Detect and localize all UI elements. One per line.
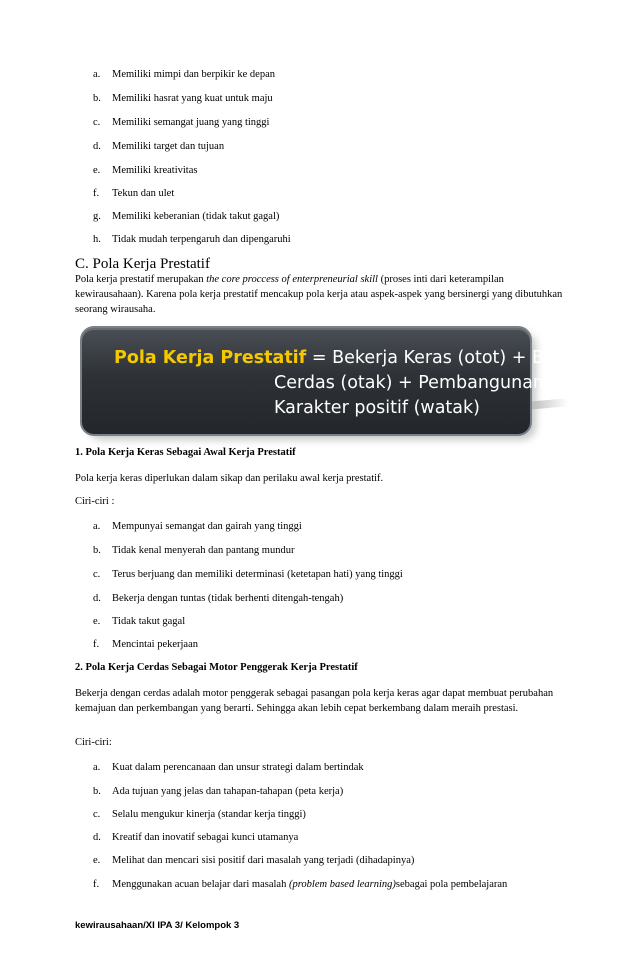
list-letter: b. <box>93 786 101 797</box>
intro-italic-term: the core proccess of enterpreneurial skill <box>206 274 378 285</box>
list-text: Bekerja dengan tuntas (tidak berhenti ditengah-tengah) <box>112 593 344 604</box>
subsection-1-desc: Pola kerja keras diperlukan dalam sikap dan perilaku awal kerja prestatif. <box>75 473 384 484</box>
banner-line-2: Cerdas (otak) + Pembangunan <box>274 373 545 393</box>
banner-line-3: Karakter positif (watak) <box>274 398 480 418</box>
list-text: Ada tujuan yang jelas dan tahapan-tahapan (peta kerja) <box>112 786 344 797</box>
banner-line-1 <box>114 347 598 369</box>
subsection-1-heading: 1. Pola Kerja Keras Sebagai Awal Kerja Prestatif <box>75 447 296 458</box>
list-text <box>112 878 507 891</box>
page-footer: kewirausahaan/XI IPA 3/ Kelompok 3 <box>75 920 240 931</box>
ciri-label: Ciri-ciri : <box>75 496 115 507</box>
list-text: Memiliki hasrat yang kuat untuk maju <box>112 93 273 104</box>
list-text: Tidak kenal menyerah dan pantang mundur <box>112 545 295 556</box>
list-text-part: sebagai pola pembelajaran <box>395 879 508 890</box>
list-letter: a. <box>93 762 101 773</box>
section-intro <box>75 272 565 317</box>
list-letter: g. <box>93 211 101 222</box>
list-letter: f. <box>93 639 100 650</box>
list-letter: d. <box>93 593 101 604</box>
list-letter: a. <box>93 69 101 80</box>
subsection-2-heading: 2. Pola Kerja Cerdas Sebagai Motor Penggerak Kerja Prestatif <box>75 662 358 673</box>
list-text: Mempunyai semangat dan gairah yang tinggi <box>112 521 302 532</box>
list-text-part: Menggunakan acuan belajar dari masalah <box>112 879 289 890</box>
list-text: Memiliki keberanian (tidak takut gagal) <box>112 211 280 222</box>
list-text: Mencintai pekerjaan <box>112 639 198 650</box>
list-text: Memiliki target dan tujuan <box>112 141 225 152</box>
list-text: Memiliki mimpi dan berpikir ke depan <box>112 69 276 80</box>
banner-line-1-text: = Bekerja Keras (otot) + Bekerja <box>306 348 598 368</box>
list-text: Tekun dan ulet <box>112 188 175 199</box>
list-text-italic: (problem based learning) <box>288 879 396 890</box>
list-letter: b. <box>93 93 101 104</box>
list-text: Kuat dalam perencanaan dan unsur strategi dalam bertindak <box>112 762 364 773</box>
list-letter: c. <box>93 569 101 580</box>
section-heading: C. Pola Kerja Prestatif <box>75 256 210 272</box>
list-letter: e. <box>93 855 101 866</box>
list-letter: d. <box>93 832 101 843</box>
list-text: Tidak mudah terpengaruh dan dipengaruhi <box>112 234 291 245</box>
list-letter: a. <box>93 521 101 532</box>
list-text: Tidak takut gagal <box>112 616 186 627</box>
list-letter: h. <box>93 234 101 245</box>
list-text: Selalu mengukur kinerja (standar kerja tinggi) <box>112 809 306 820</box>
subsection-2-desc: Bekerja dengan cerdas adalah motor penggerak sebagai pasangan pola kerja keras agar dapat membuat perubahan kemajuan dan perkembangan yang berarti. Sehingga akan lebih cepat berkembang dalam meraih prestasi. <box>75 688 554 714</box>
ciri-label: Ciri-ciri: <box>75 737 112 748</box>
list-text: Terus berjuang dan memiliki determinasi (ketetapan hati) yang tinggi <box>112 569 403 580</box>
list-text: Memiliki semangat juang yang tinggi <box>112 117 270 128</box>
list-letter: e. <box>93 616 101 627</box>
list-letter: b. <box>93 545 101 556</box>
list-letter: d. <box>93 141 101 152</box>
list-letter: e. <box>93 165 101 176</box>
list-text: Kreatif dan inovatif sebagai kunci utamanya <box>112 832 299 843</box>
list-letter: c. <box>93 809 101 820</box>
list-letter: c. <box>93 117 101 128</box>
banner-highlight: Pola Kerja Prestatif <box>114 348 307 368</box>
list-text: Memiliki kreativitas <box>112 165 198 176</box>
intro-text: Pola kerja prestatif merupakan <box>75 274 207 285</box>
list-letter: f. <box>93 188 100 199</box>
list-text: Melihat dan mencari sisi positif dari masalah yang terjadi (dihadapinya) <box>112 855 415 866</box>
list-letter: f. <box>93 879 100 890</box>
intro-text-continued: (proses inti dari keterampilan kewirausahaan). Karena pola kerja prestatif mencakup pola kerja atau aspek-aspek yang bersinergi yang dibutuhkan seorang wirausaha. <box>75 274 563 315</box>
